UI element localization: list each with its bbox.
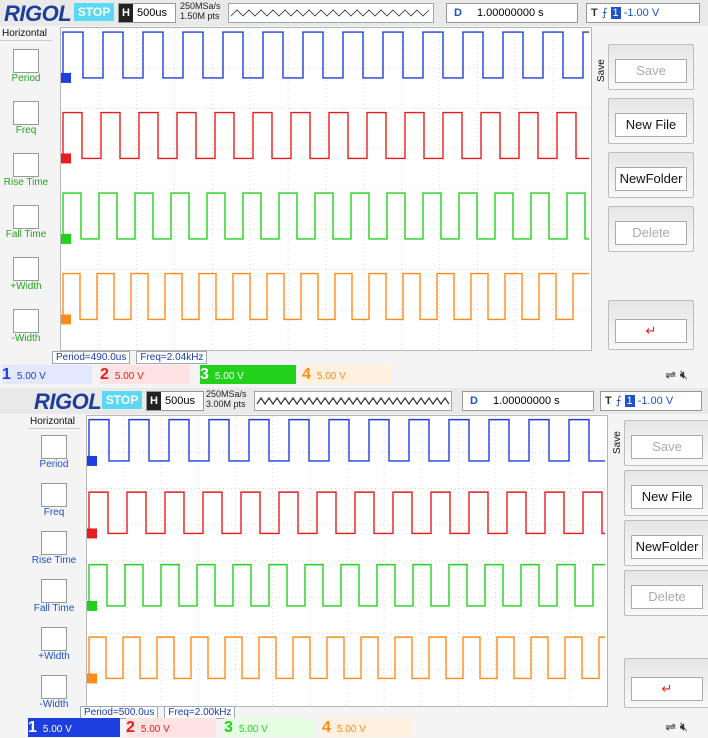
h-label: H: [119, 4, 133, 22]
new-file-button[interactable]: [624, 470, 708, 516]
speaker-mute-icon: 🔇︎: [679, 719, 688, 734]
channel-number: 1: [2, 366, 11, 383]
trigger-channel: 1: [626, 395, 633, 407]
panel-title: Horizontal: [28, 415, 80, 429]
memory-depth: 3.00M pts: [206, 399, 246, 409]
fall-time-icon: [13, 205, 39, 229]
channel-scale: 5.00 V: [316, 371, 346, 382]
delay-value: 1.00000000 s: [493, 395, 560, 407]
measure-label: -Width: [11, 333, 41, 344]
timebase-value: 500us: [165, 395, 195, 407]
channel-1-trace: [63, 32, 589, 78]
measure-freq[interactable]: [0, 101, 52, 136]
measure-status: [52, 351, 213, 364]
measure-label: Rise Time: [3, 177, 49, 188]
channel-2-marker[interactable]: [61, 153, 71, 163]
trigger-box[interactable]: [600, 391, 702, 411]
menu-label: Save: [612, 431, 623, 454]
run-stop-indicator[interactable]: STOP: [102, 391, 142, 409]
panel-title: Horizontal: [0, 27, 52, 41]
measure-freq[interactable]: [28, 483, 80, 518]
channel-number: 3: [224, 719, 233, 736]
period-readout: Period=500.0us: [80, 706, 158, 719]
measure-label: Fall Time: [33, 603, 75, 614]
sample-rate-value: 250MSa/s: [206, 389, 247, 399]
scope-screen-2: [0, 388, 708, 738]
pos-width-icon: [41, 627, 67, 651]
new-file-button[interactable]: [608, 98, 694, 144]
channel-scale: 5.00 V: [140, 724, 170, 735]
freq-icon: [13, 101, 39, 125]
sample-rate-value: 250MSa/s: [180, 1, 221, 11]
trigger-edge-icon: ⨍: [601, 7, 608, 19]
h-label: H: [147, 392, 161, 410]
trigger-level: -1.00 V: [623, 7, 660, 19]
channel-scale: 5.00 V: [214, 371, 244, 382]
trigger-channel: 1: [612, 7, 619, 19]
channel-1-marker[interactable]: [87, 456, 97, 466]
period-icon: [41, 435, 67, 459]
measure-rise-time[interactable]: [28, 531, 80, 566]
return-arrow-icon: ↵: [615, 319, 687, 343]
channel-scale: 5.00 V: [238, 724, 268, 735]
measure-period[interactable]: [28, 435, 80, 470]
horizontal-measure-panel: [0, 27, 52, 347]
channel-2-tab[interactable]: [100, 365, 190, 384]
channel-bar: [0, 717, 708, 738]
channel-2-trace: [63, 113, 589, 159]
rigol-logo: RIGOL: [34, 389, 102, 414]
channel-number: 2: [126, 719, 135, 736]
neg-width-icon: [41, 675, 67, 699]
trigger-label: T: [605, 395, 612, 407]
measure-label: Freq: [43, 507, 65, 518]
measure-label: -Width: [39, 699, 69, 710]
channel-4-marker[interactable]: [87, 673, 97, 683]
measure-pos-width[interactable]: [0, 257, 52, 292]
channel-number: 1: [28, 719, 37, 736]
delay-label: D: [470, 395, 478, 407]
usb-icon: ⇌ 🔇︎: [665, 367, 688, 382]
top-status-bar: [0, 388, 708, 414]
delay-value: 1.00000000 s: [477, 7, 544, 19]
save-button[interactable]: [624, 420, 708, 466]
measure-label: Freq: [15, 125, 37, 136]
timebase-box[interactable]: [146, 391, 204, 411]
channel-number: 4: [302, 366, 311, 383]
waveform-grid: [86, 415, 608, 707]
delay-box[interactable]: [462, 391, 594, 411]
softkey-label: New File: [631, 485, 703, 509]
channel-scale: 5.00 V: [16, 371, 46, 382]
measure-fall-time[interactable]: [0, 205, 52, 240]
freq-icon: [41, 483, 67, 507]
softkey-label: Delete: [615, 221, 687, 245]
softkey-label: Delete: [631, 585, 703, 609]
waveform-grid: [60, 27, 592, 351]
save-button[interactable]: [608, 44, 694, 90]
usb-icon: ⇌ 🔇︎: [665, 719, 688, 734]
channel-3-tab[interactable]: [224, 718, 314, 737]
pos-width-icon: [13, 257, 39, 281]
trigger-box[interactable]: [586, 3, 700, 23]
softkey-label: Save: [631, 435, 703, 459]
menu-label: Save: [596, 59, 607, 82]
timebase-value: 500us: [137, 7, 167, 19]
channel-bar: [0, 364, 708, 386]
channel-4-tab[interactable]: [322, 718, 412, 737]
channel-scale: 5.00 V: [336, 724, 366, 735]
channel-scale: 5.00 V: [114, 371, 144, 382]
channel-number: 3: [200, 366, 209, 383]
run-stop-indicator[interactable]: STOP: [74, 3, 114, 21]
measure-period[interactable]: [0, 49, 52, 84]
channel-1-tab[interactable]: [28, 718, 120, 737]
channel-2-tab[interactable]: [126, 718, 216, 737]
overview-wave: [255, 392, 451, 410]
channel-1-marker[interactable]: [61, 73, 71, 83]
timebase-box[interactable]: [118, 3, 176, 23]
measure-pos-width[interactable]: [28, 627, 80, 662]
channel-number: 2: [100, 366, 109, 383]
delay-box[interactable]: [446, 3, 578, 23]
sample-rate: [180, 1, 221, 21]
softkey-label: NewFolder: [631, 535, 703, 559]
delete-button[interactable]: [624, 570, 708, 616]
softkey-label: New File: [615, 113, 687, 137]
trigger-level: -1.00 V: [637, 395, 674, 407]
new-folder-button[interactable]: [624, 520, 708, 566]
overview-wave: [229, 4, 433, 22]
waveform-canvas: [61, 28, 591, 350]
channel-3-marker[interactable]: [61, 234, 71, 244]
measure-fall-time[interactable]: [28, 579, 80, 614]
neg-width-icon: [13, 309, 39, 333]
measure-label: +Width: [38, 651, 70, 662]
new-folder-button[interactable]: [608, 152, 694, 198]
period-icon: [13, 49, 39, 73]
measure-neg-width[interactable]: [28, 675, 80, 710]
period-readout: Period=490.0us: [52, 351, 130, 364]
trigger-label: T: [591, 7, 598, 19]
freq-readout: Freq=2.00kHz: [164, 706, 235, 719]
rise-time-icon: [13, 153, 39, 177]
delay-label: D: [454, 7, 462, 19]
delete-button[interactable]: [608, 206, 694, 252]
measure-label: Fall Time: [5, 229, 47, 240]
rigol-logo: RIGOL: [4, 1, 72, 26]
measure-label: Period: [11, 73, 41, 84]
speaker-mute-icon: 🔇︎: [679, 367, 688, 382]
channel-3-marker[interactable]: [87, 601, 97, 611]
horizontal-measure-panel: [28, 415, 80, 715]
channel-1-tab[interactable]: [2, 365, 92, 384]
waveform-overview[interactable]: [228, 3, 434, 23]
fall-time-icon: [41, 579, 67, 603]
return-button[interactable]: [624, 658, 708, 708]
waveform-overview[interactable]: [254, 391, 452, 411]
channel-3-trace: [89, 565, 605, 606]
freq-readout: Freq=2.04kHz: [136, 351, 207, 364]
measure-label: Period: [39, 459, 69, 470]
return-button[interactable]: [608, 300, 694, 350]
top-status-bar: [0, 0, 708, 26]
return-arrow-icon: ↵: [631, 677, 703, 701]
sample-rate: [206, 389, 247, 409]
waveform-canvas: [87, 416, 607, 706]
measure-neg-width[interactable]: [0, 309, 52, 344]
channel-2-marker[interactable]: [87, 528, 97, 538]
channel-number: 4: [322, 719, 331, 736]
trigger-edge-icon: ⨍: [615, 395, 622, 407]
measure-rise-time[interactable]: [0, 153, 52, 188]
channel-scale: 5.00 V: [42, 724, 72, 735]
channel-3-tab[interactable]: [200, 365, 296, 384]
measure-label: +Width: [10, 281, 42, 292]
softkey-label: Save: [615, 59, 687, 83]
channel-4-tab[interactable]: [302, 365, 392, 384]
memory-depth: 1.50M pts: [180, 11, 220, 21]
softkey-label: NewFolder: [615, 167, 687, 191]
rise-time-icon: [41, 531, 67, 555]
channel-4-marker[interactable]: [61, 314, 71, 324]
measure-label: Rise Time: [31, 555, 77, 566]
